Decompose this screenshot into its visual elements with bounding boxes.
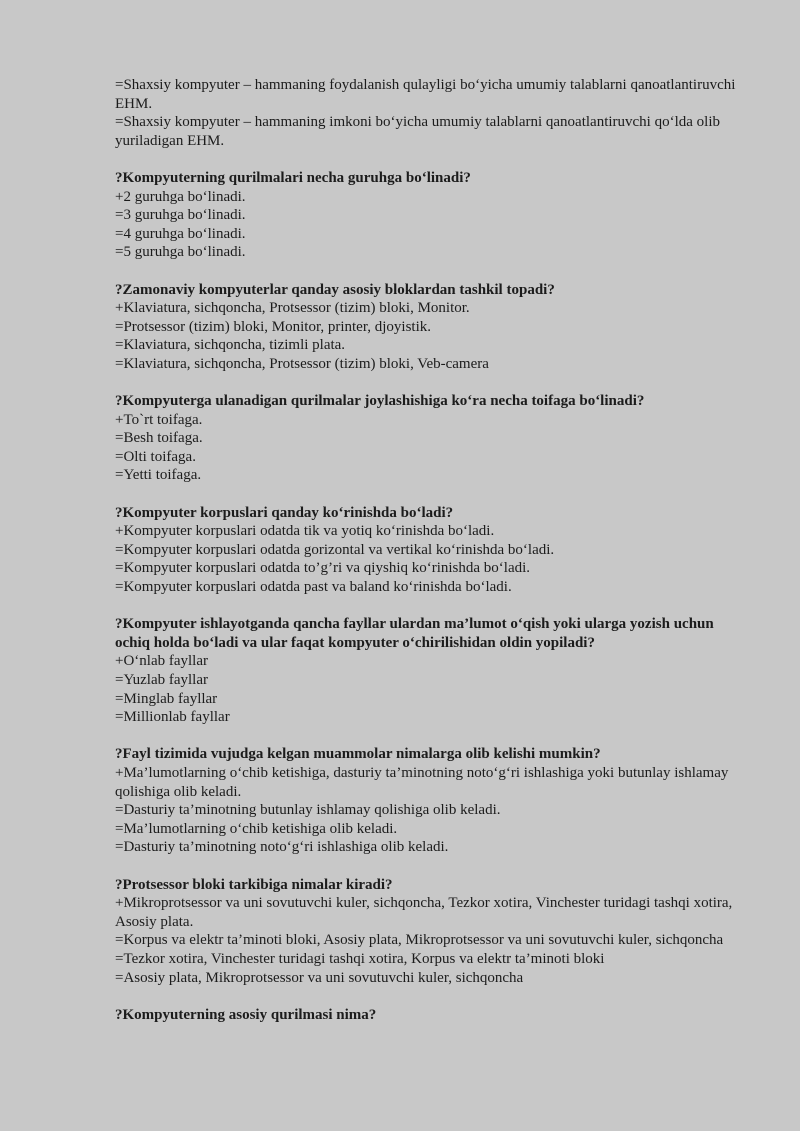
answer-option: =Millionlab fayllar: [115, 709, 230, 726]
answer-option: =Dasturiy ta’minotning noto‘g‘ri ishlashiga olib keladi.: [115, 839, 449, 856]
answer-option: =3 guruhga bo‘linadi.: [115, 207, 246, 224]
answer-option: =Yuzlab fayllar: [115, 672, 209, 688]
intro-line: =Shaxsiy kompyuter – hammaning imkoni bo‘yicha umumiy talablarni qanoatlantiruvchi qo‘lda olib yuriladigan EHM.: [115, 114, 721, 149]
answer-option: =Besh toifaga.: [115, 430, 203, 447]
answer-option: =Minglab fayllar: [115, 690, 218, 707]
answer-option: =4 guruhga bo‘linadi.: [115, 225, 246, 242]
question-block: [115, 745, 745, 857]
answer-option: +Ma’lumotlarning o‘chib ketishiga, dasturiy ta’minotning noto‘g‘ri ishlashiga yoki butunlay ishlamay qolishiga olib keladi.: [115, 764, 729, 800]
answer-option: =Klaviatura, sichqoncha, tizimli plata.: [115, 337, 346, 354]
answer-option: =Yetti toifaga.: [115, 467, 202, 484]
answer-option: =Korpus va elektr ta’minoti bloki, Asosiy plata, Mikroprotsessor va uni sovutuvchi kuler, sichqoncha: [115, 932, 724, 949]
answer-option: =Klaviatura, sichqoncha, Protsessor (tizim) bloki, Veb-camera: [115, 355, 489, 372]
answer-option: +Mikroprotsessor va uni sovutuvchi kuler, sichqoncha, Tezkor xotira, Vinchester turidagi tashqi xotira, Asosiy plata.: [115, 895, 733, 930]
question-block: [115, 392, 745, 485]
question-text: ?Fayl tizimida vujudga kelgan muammolar nimalarga olib kelishi mumkin?: [115, 746, 601, 763]
question-text: ?Kompyuterning qurilmalari necha guruhga bo‘linadi?: [115, 169, 471, 186]
question-block: [115, 876, 745, 988]
question-text: ?Kompyuterning asosiy qurilmasi nima?: [115, 1006, 377, 1023]
document-content: [115, 76, 745, 1024]
answer-option: =Asosiy plata, Mikroprotsessor va uni sovutuvchi kuler, sichqoncha: [115, 969, 524, 986]
answer-option: =5 guruhga bo‘linadi.: [115, 244, 246, 261]
answer-option: =Olti toifaga.: [115, 448, 196, 465]
question-block: [115, 169, 745, 262]
answer-option: +O‘nlab fayllar: [115, 653, 209, 670]
answer-option: +Kompyuter korpuslari odatda tik va yotiq ko‘rinishda bo‘ladi.: [115, 523, 495, 540]
answer-option: =Kompyuter korpuslari odatda gorizontal va vertikal ko‘rinishda bo‘ladi.: [115, 541, 555, 558]
question-text: ?Protsessor bloki tarkibiga nimalar kiradi?: [115, 876, 393, 893]
question-text: ?Kompyuterga ulanadigan qurilmalar joylashishiga ko‘ra necha toifaga bo‘linadi?: [115, 393, 645, 410]
answer-option: =Protsessor (tizim) bloki, Monitor, printer, djoyistik.: [115, 318, 431, 335]
question-text: ?Kompyuter korpuslari qanday ko‘rinishda bo‘ladi?: [115, 504, 454, 521]
answer-option: =Kompyuter korpuslari odatda past va baland ko‘rinishda bo‘ladi.: [115, 579, 512, 596]
question-block: [115, 1006, 745, 1025]
question-block: [115, 504, 745, 597]
answer-option: +To`rt toifaga.: [115, 411, 203, 428]
question-block: [115, 615, 745, 727]
question-text: ?Zamonaviy kompyuterlar qanday asosiy bloklardan tashkil topadi?: [115, 281, 555, 298]
answer-option: +Klaviatura, sichqoncha, Protsessor (tizim) bloki, Monitor.: [115, 300, 470, 317]
answer-option: =Tezkor xotira, Vinchester turidagi tashqi xotira, Korpus va elektr ta’minoti bloki: [115, 950, 605, 967]
answer-option: +2 guruhga bo‘linadi.: [115, 188, 246, 205]
answer-option: =Ma’lumotlarning o‘chib ketishiga olib keladi.: [115, 820, 398, 837]
intro-section: [115, 76, 745, 150]
intro-line: =Shaxsiy kompyuter – hammaning foydalanish qulayligi bo‘yicha umumiy talablarni qanoatlantiruvchi EHM.: [115, 77, 736, 112]
answer-option: =Dasturiy ta’minotning butunlay ishlamay qolishiga olib keladi.: [115, 802, 501, 819]
answer-option: =Kompyuter korpuslari odatda to’g’ri va qiyshiq ko‘rinishda bo‘ladi.: [115, 560, 531, 577]
question-text: ?Kompyuter ishlayotganda qancha fayllar ulardan ma’lumot o‘qish yoki ularga yozish uchun ochiq holda bo‘ladi va ular faqat kompyuter o‘chirilishidan oldin yopiladi?: [115, 616, 714, 651]
question-block: [115, 281, 745, 374]
